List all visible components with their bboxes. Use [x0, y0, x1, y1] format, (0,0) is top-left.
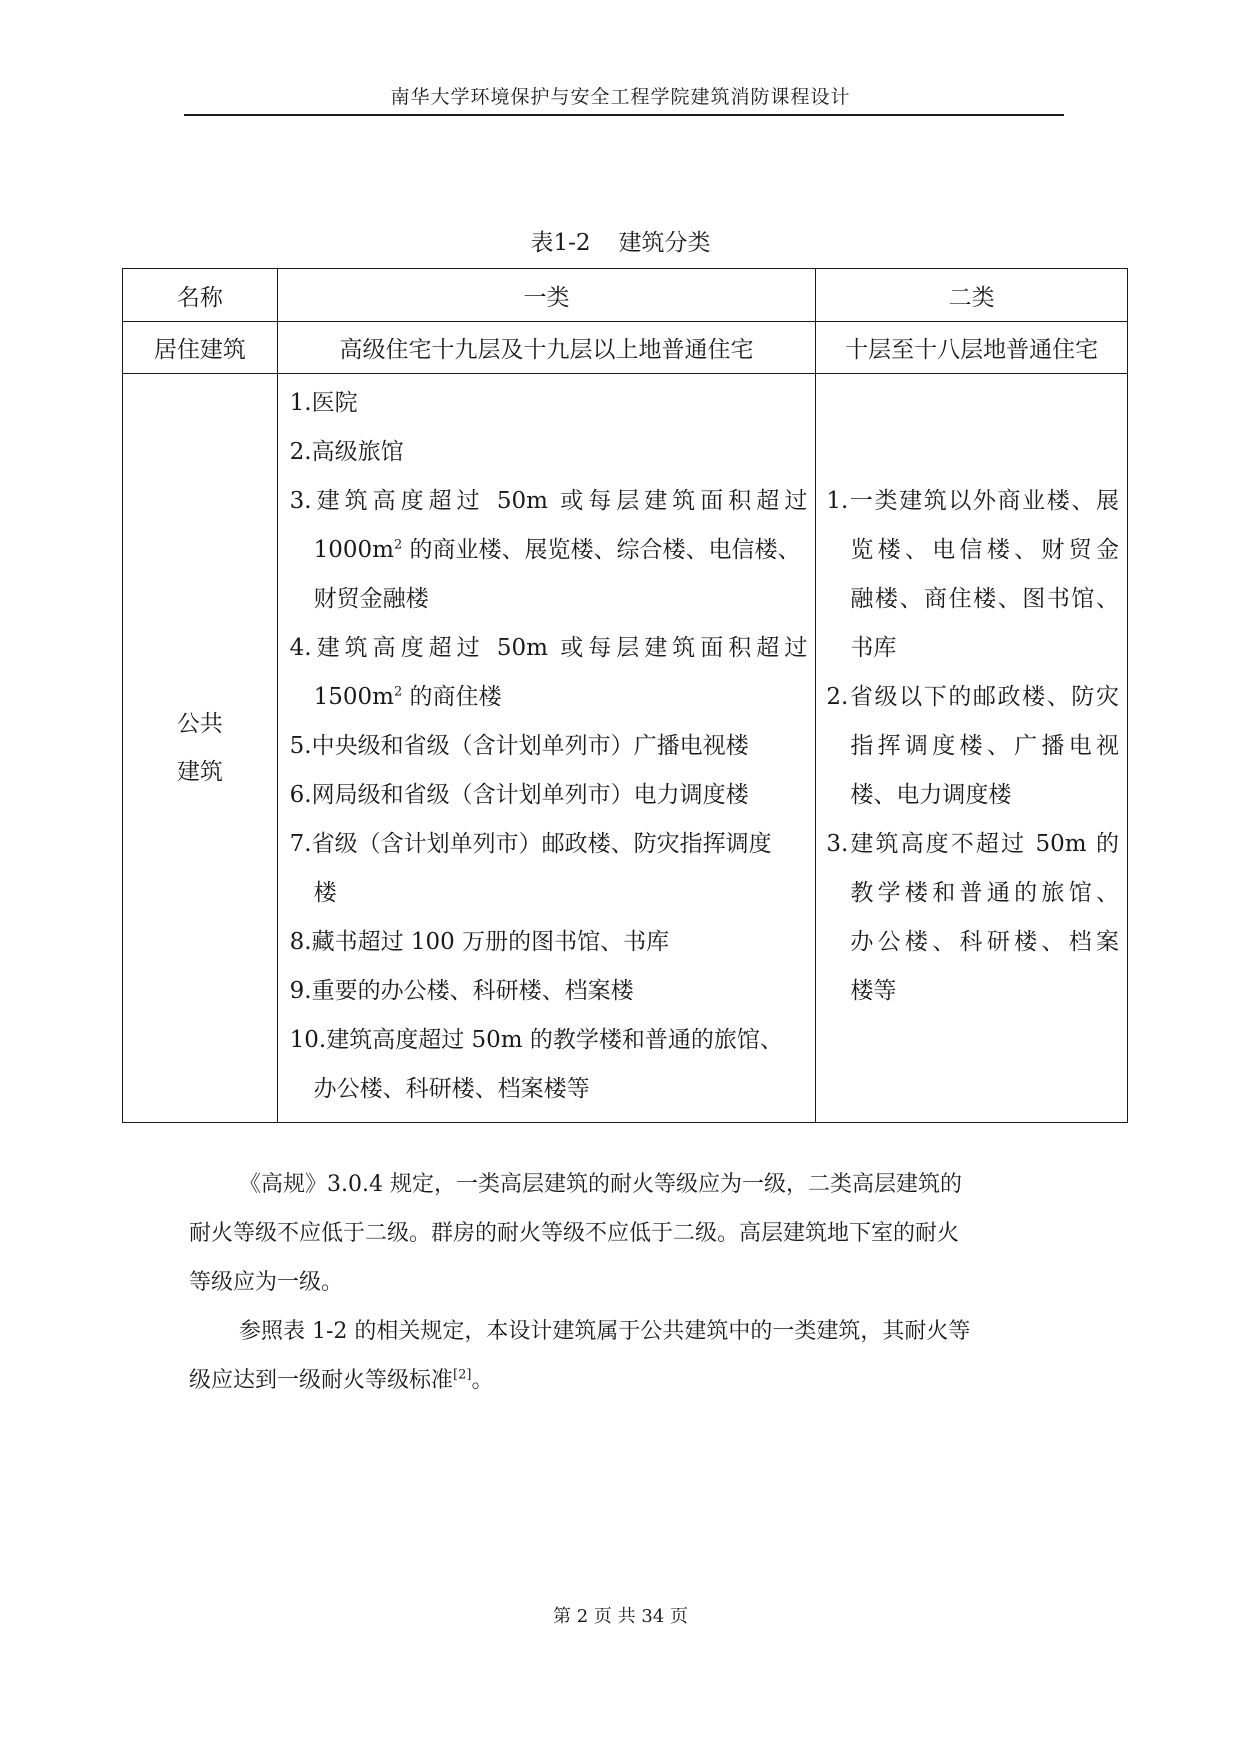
table-title: 建筑分类 [618, 230, 711, 256]
paragraph-line [189, 1258, 1059, 1307]
body-paragraph-1 [189, 1160, 1059, 1307]
list-item-continuation: 书库 [850, 635, 897, 661]
list-item-text: 1.一类建筑以外商业楼、展 [826, 488, 1119, 514]
header-class2: 二类 [816, 269, 1128, 322]
body-paragraph-2 [189, 1307, 1059, 1405]
list-item-continuation: 财贸金融楼 [313, 586, 429, 612]
list-item-continuation: 览楼、电信楼、财贸金 [850, 537, 1119, 563]
list-item [290, 820, 808, 918]
list-item [290, 624, 808, 722]
list-item [290, 918, 808, 967]
list-item [290, 722, 808, 771]
list-item-text: 6.网局级和省级（含计划单列市）电力调度楼 [289, 782, 749, 808]
paragraph-text: 参照表 1-2 的相关规定，本设计建筑属于公共建筑中的一类建筑，其耐火等 [239, 1319, 971, 1344]
list-item [290, 1016, 808, 1114]
superscript: 2 [393, 537, 403, 553]
list-item-text: 1.医院 [289, 390, 358, 416]
residential-name: 居住建筑 [123, 322, 278, 374]
superscript: 2 [393, 684, 403, 700]
list-item-text: 的商住楼 [402, 684, 502, 710]
list-item-text: 9.重要的办公楼、科研楼、档案楼 [289, 978, 634, 1004]
paragraph-text: 耐火等级不应低于二级。群房的耐火等级不应低于二级。高层建筑地下室的耐火 [189, 1221, 960, 1246]
header-class1: 一类 [277, 269, 816, 322]
list-item-text: 10.建筑高度超过 50m 的教学楼和普通的旅馆、 [289, 1027, 783, 1053]
list-item-text: 2.高级旅馆 [289, 439, 404, 465]
list-item-text: 5.中央级和省级（含计划单列市）广播电视楼 [289, 733, 749, 759]
list-item-text: 4.建筑高度超过 50m 或每层建筑面积超过 [289, 635, 808, 661]
public-name [123, 374, 278, 1123]
public-name-line1: 公共 [176, 711, 223, 737]
list-item-continuation [290, 673, 808, 722]
paragraph-line [189, 1356, 1059, 1405]
header-name: 名称 [123, 269, 278, 322]
list-item [826, 673, 1119, 820]
public-class1-list [277, 374, 816, 1123]
paragraph-line [189, 1160, 1059, 1209]
list-item-continuation [290, 526, 808, 575]
paragraph-text: 。 [471, 1368, 494, 1393]
list-item-continuation: 楼等 [850, 978, 897, 1004]
list-item [826, 477, 1119, 673]
header-rule [184, 114, 1064, 116]
list-item-continuation: 楼 [313, 880, 337, 906]
paragraph-text: 《高规》3.0.4 规定，一类高层建筑的耐火等级应为一级，二类高层建筑的 [239, 1172, 962, 1197]
list-item-continuation: 融楼、商住楼、图书馆、 [850, 586, 1119, 612]
list-item-text: 8.藏书超过 100 万册的图书馆、书库 [289, 929, 670, 955]
paragraph-text: 级应达到一级耐火等级标准 [189, 1368, 454, 1393]
list-item-continuation: 楼、电力调度楼 [850, 782, 1012, 808]
list-item-text: 3.建筑高度超过 50m 或每层建筑面积超过 [289, 488, 808, 514]
paragraph-text: 等级应为一级。 [189, 1270, 344, 1295]
list-item-continuation: 教学楼和普通的旅馆、 [850, 880, 1119, 906]
table-caption [0, 224, 1241, 257]
paragraph-line [189, 1307, 1059, 1356]
list-item-text: 3.建筑高度不超过 50m 的 [826, 831, 1119, 857]
page-footer: 第 2 页 共 34 页 [553, 1606, 688, 1627]
citation-ref: [2] [453, 1367, 472, 1383]
area-value: 1500m [313, 684, 394, 710]
list-item [290, 379, 808, 428]
list-item [826, 820, 1119, 1016]
area-value: 1000m [313, 537, 394, 563]
public-name-line2: 建筑 [176, 759, 223, 785]
list-item [290, 477, 808, 624]
table-row-residential [123, 322, 1128, 374]
list-item-text: 7.省级（含计划单列市）邮政楼、防灾指挥调度 [289, 831, 772, 857]
building-classification-table [122, 268, 1128, 1123]
table-header-row [123, 269, 1128, 322]
list-item-continuation: 指挥调度楼、广播电视 [850, 733, 1119, 759]
list-item-continuation: 办公楼、科研楼、档案 [850, 929, 1119, 955]
list-item-text: 的商业楼、展览楼、综合楼、电信楼、 [402, 537, 801, 563]
table-number: 表1-2 [530, 230, 591, 256]
list-item-continuation: 办公楼、科研楼、档案楼等 [313, 1076, 590, 1102]
public-class2-list [816, 374, 1128, 1123]
list-item [290, 771, 808, 820]
list-item [290, 967, 808, 1016]
table-row-public [123, 374, 1128, 1123]
paragraph-line [189, 1209, 1059, 1258]
residential-class1: 高级住宅十九层及十九层以上地普通住宅 [277, 322, 816, 374]
residential-class2: 十层至十八层地普通住宅 [816, 322, 1128, 374]
list-item [290, 428, 808, 477]
page-header: 南华大学环境保护与安全工程学院建筑消防课程设计 [390, 86, 851, 108]
list-item-text: 2.省级以下的邮政楼、防灾 [826, 684, 1119, 710]
